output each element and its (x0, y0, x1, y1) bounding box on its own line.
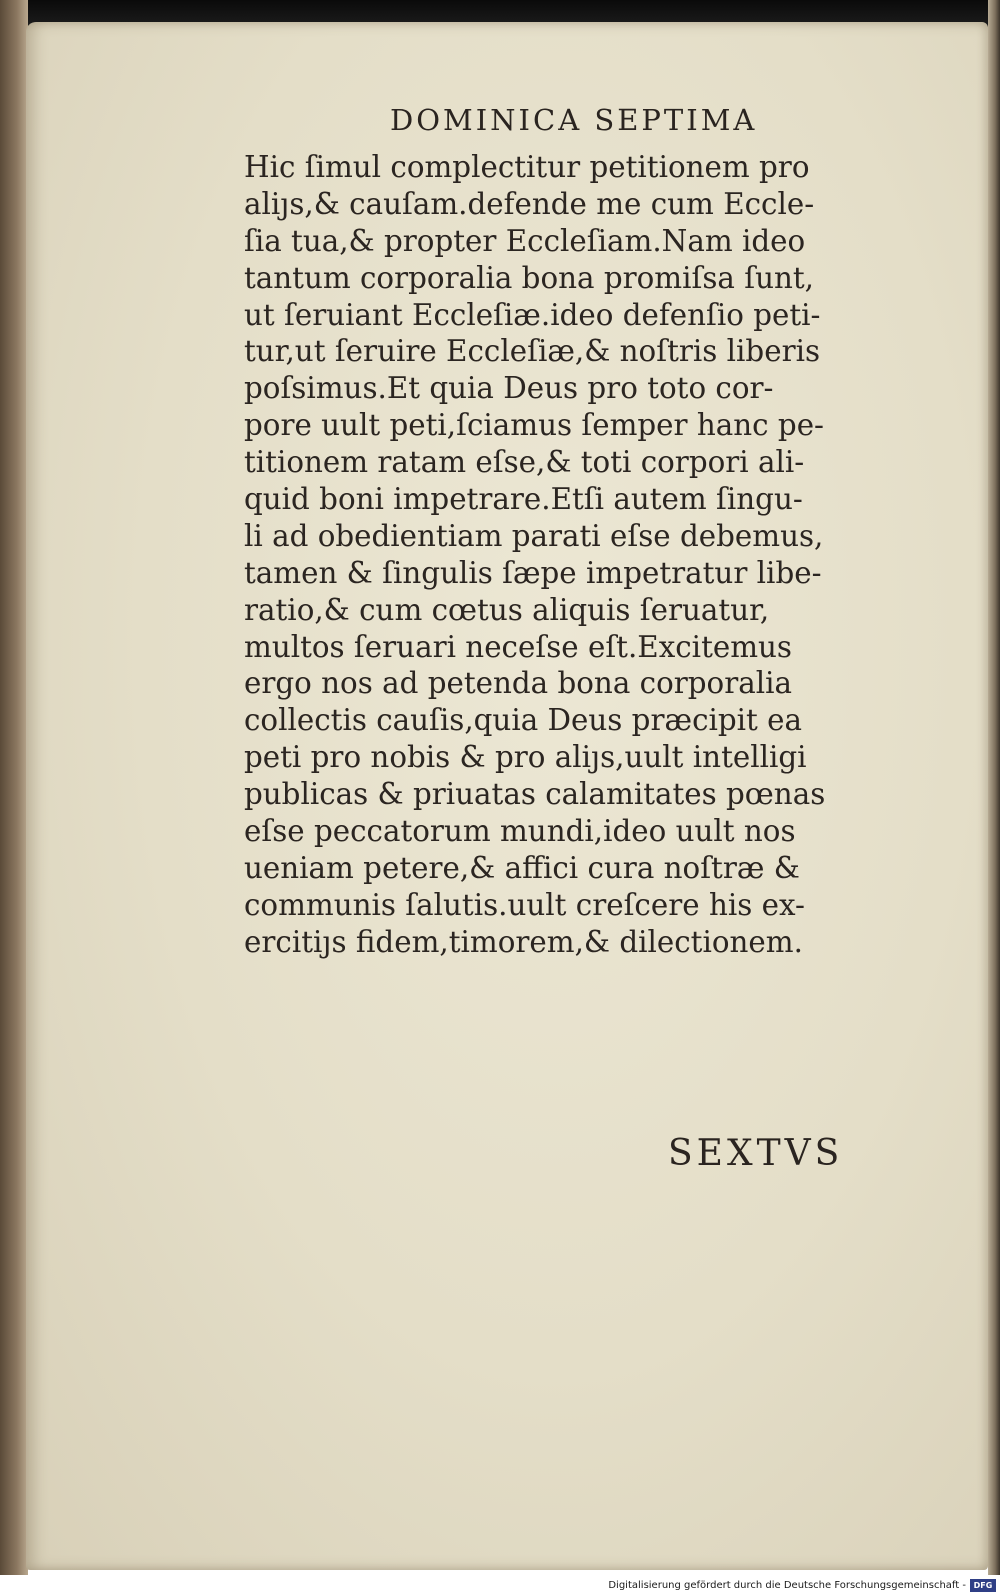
text-line: poſsimus.Et quia Deus pro toto cor- (244, 371, 774, 407)
text-line: ratio,& cum cœtus aliquis ſeruatur, (244, 592, 770, 628)
text-line: ergo nos ad petenda bona corporalia (244, 666, 792, 702)
text-line: ſia tua,& propter Eccleſiam.Nam ideo (244, 223, 806, 259)
book-binding-edge (0, 0, 28, 1575)
text-line: quid boni impetrare.Etſi autem ſingu- (244, 482, 803, 518)
text-line: publicas & priuatas calamitates pœnas (244, 777, 826, 813)
body-text (244, 150, 924, 962)
text-line: titionem ratam eſse,& toti corpori ali- (244, 445, 805, 481)
running-head: DOMINICA SEPTIMA (390, 103, 758, 137)
text-line: aliȷs,& cauſam.defende me cum Eccle- (244, 186, 815, 222)
dfg-logo: DFG (970, 1579, 996, 1592)
text-line: tantum corporalia bona promiſsa ſunt, (244, 260, 815, 296)
text-line: tamen & ſingulis ſæpe impetratur libe- (244, 555, 822, 591)
catchword: SEXTVS (668, 1133, 844, 1174)
page-edge-right (988, 0, 1000, 1575)
digitization-credit (604, 1577, 996, 1594)
text-line: tur,ut ſeruire Eccleſiæ,& noſtris liberis (244, 334, 821, 370)
text-line: communis ſalutis.uult creſcere his ex- (244, 887, 805, 923)
text-line: eſse peccatorum mundi,ideo uult nos (244, 814, 796, 850)
text-line: pore uult peti,ſciamus ſemper hanc pe- (244, 408, 824, 444)
text-line: li ad obedientiam parati eſse debemus, (244, 518, 824, 554)
text-line: ercitiȷs fidem,timorem,& dilectionem. (244, 924, 803, 960)
text-line: peti pro nobis & pro aliȷs,uult intelligi (244, 740, 807, 776)
text-line: collectis cauſis,quia Deus præcipit ea (244, 703, 803, 739)
text-line: ueniam petere,& affici cura noſtræ & (244, 850, 800, 886)
text-line: Hic ſimul complectitur petitionem pro (244, 150, 810, 185)
credit-text: Digitalisierung gefördert durch die Deutsche Forschungsgemeinschaft - (608, 1580, 966, 1591)
text-line: ut ſeruiant Eccleſiæ.ideo defenſio peti- (244, 297, 821, 333)
text-line: multos ſeruari neceſse eſt.Excitemus (244, 629, 792, 665)
